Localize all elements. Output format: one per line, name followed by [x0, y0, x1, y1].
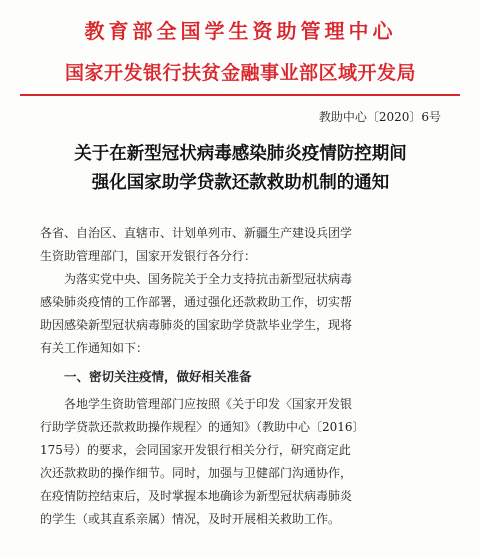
document-title-line-1: 关于在新型冠状病毒感染肺炎疫情防控期间 — [74, 144, 407, 164]
document-title-line-2: 强化国家助学贷款还款救助机制的通知 — [91, 173, 390, 193]
paragraph-2-line-5: 在疫情防控结束后，及时掌握本地确诊为新型冠状病毒肺炎 — [40, 489, 353, 503]
issuer-ministry: 教育部全国学生资助管理中心 — [84, 19, 397, 43]
section-heading-1: 一、密切关注疫情，做好相关准备 — [64, 369, 252, 384]
paragraph-1-line-1: 为落实党中央、国务院关于全力支持抗击新型冠状病毒 — [64, 272, 353, 286]
red-divider-line — [20, 94, 460, 96]
issuer-bank: 国家开发银行扶贫金融事业部区域开发局 — [64, 62, 416, 84]
addressee-line-1: 各省、自治区、直辖市、计划单列市、新疆生产建设兵团学 — [40, 226, 353, 240]
paragraph-2-line-6: 的学生（或其直系亲属）情况，及时开展相关救助工作。 — [40, 512, 341, 526]
paragraph-2-line-1: 各地学生资助管理部门应按照《关于印发〈国家开发银 — [64, 397, 353, 411]
paragraph-2-line-4: 次还款救助的操作细节。同时，加强与卫健部门沟通协作， — [40, 466, 353, 480]
paragraph-2-line-2: 行助学贷款还款救助操作规程〉的通知》（教助中心〔2016〕 — [40, 420, 365, 434]
paragraph-1-line-3: 助因感染新型冠状病毒肺炎的国家助学贷款毕业学生，现将 — [40, 318, 353, 332]
paragraph-2-line-3: 175号）的要求，会同国家开发银行相关分行，研究商定此 — [40, 443, 351, 457]
paragraph-1-line-4: 有关工作通知如下： — [40, 341, 149, 355]
document-number: 教助中心〔2020〕6号 — [318, 110, 441, 124]
addressee-line-2: 生资助管理部门，国家开发银行各分行： — [40, 249, 257, 263]
paragraph-1-line-2: 感染肺炎疫情的工作部署，通过强化还款救助工作，切实帮 — [40, 295, 353, 309]
